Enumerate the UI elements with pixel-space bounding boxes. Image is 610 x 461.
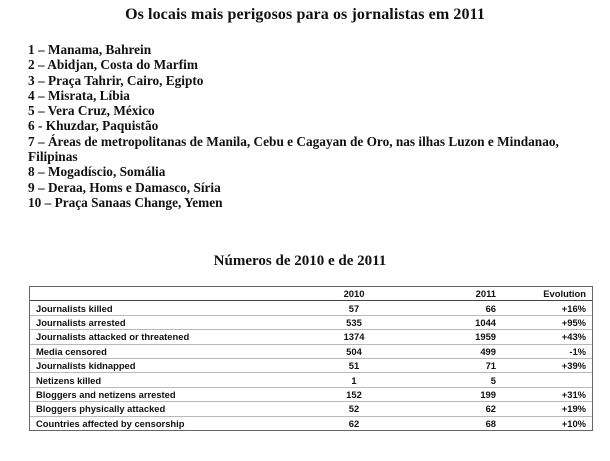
list-item: 10 – Praça Sanaas Change, Yemen [28,194,223,210]
value-2010: 1374 [300,330,408,344]
list-item: 1 – Manama, Bahrein [28,42,152,57]
table-row [30,301,592,315]
page-title: Os locais mais perigosos para os jornalistas em 2011 [125,6,485,23]
value-evolution: -1% [506,344,592,358]
table-row [30,416,592,430]
table-row [30,373,592,387]
list-item: 2 – Abidjan, Costa do Marfim [28,57,198,73]
value-evolution: +10% [561,417,586,429]
table-row [30,315,592,329]
value-2010: 535 [300,315,408,329]
value-2010: 504 [300,344,408,358]
list-item: 7 – Áreas de metropolitanas de Manila, Cebu e Cagayan de Oro, nas ilhas Luzon e Mindanao, Filipinas [28,133,559,165]
value-2010: 51 [300,358,408,372]
value-2011: 66 [408,301,506,315]
table-row [30,344,592,358]
value-evolution [506,373,592,387]
list-item: 4 – Misrata, Líbia [28,87,130,103]
value-2011: 5 [408,373,506,387]
value-2011: 68 [485,417,496,429]
dangerous-places-list [28,42,598,210]
value-2011: 499 [408,344,506,358]
list-item: 3 – Praça Tahrir, Cairo, Egipto [28,72,204,88]
value-2011: 71 [408,358,506,372]
row-label: Journalists kidnapped [30,358,300,372]
row-label: Journalists arrested [30,315,300,329]
header-2011: 2011 [408,287,506,301]
value-evolution: +31% [506,387,592,401]
value-2010: 62 [348,417,360,429]
table-row [30,358,592,372]
row-label: Media censored [30,344,300,358]
value-evolution: +16% [506,301,592,315]
header-evolution: Evolution [506,287,592,301]
row-label: Netizens killed [30,373,300,387]
row-label: Bloggers and netizens arrested [30,387,300,401]
value-2010: 57 [300,301,408,315]
value-2010: 1 [300,373,408,387]
value-2011: 199 [408,387,506,401]
value-2011: 62 [408,402,506,416]
value-2011: 1959 [408,330,506,344]
value-2010: 52 [300,402,408,416]
statistics-table [29,286,593,431]
table-row [30,387,592,401]
table-row [30,402,592,416]
list-item: 6 - Khuzdar, Paquistão [28,118,159,134]
value-evolution: +39% [506,358,592,372]
value-evolution: +43% [506,330,592,344]
table-row [30,330,592,344]
section-subtitle: Números de 2010 e de 2011 [213,253,387,269]
row-label: Journalists attacked or threatened [30,330,300,344]
value-evolution: +19% [506,402,592,416]
header-label [30,287,300,301]
row-label: Countries affected by censorship [36,417,185,429]
list-item: 5 – Vera Cruz, México [28,103,155,119]
table-header-row [30,287,592,301]
header-2010: 2010 [300,287,408,301]
value-2011: 1044 [408,315,506,329]
list-item: 8 – Mogadíscio, Somália [28,164,166,180]
value-evolution: +95% [506,315,592,329]
list-item: 9 – Deraa, Homs e Damasco, Síria [28,179,221,195]
row-label: Journalists killed [30,301,300,315]
value-2010: 152 [300,387,408,401]
row-label: Bloggers physically attacked [30,402,300,416]
